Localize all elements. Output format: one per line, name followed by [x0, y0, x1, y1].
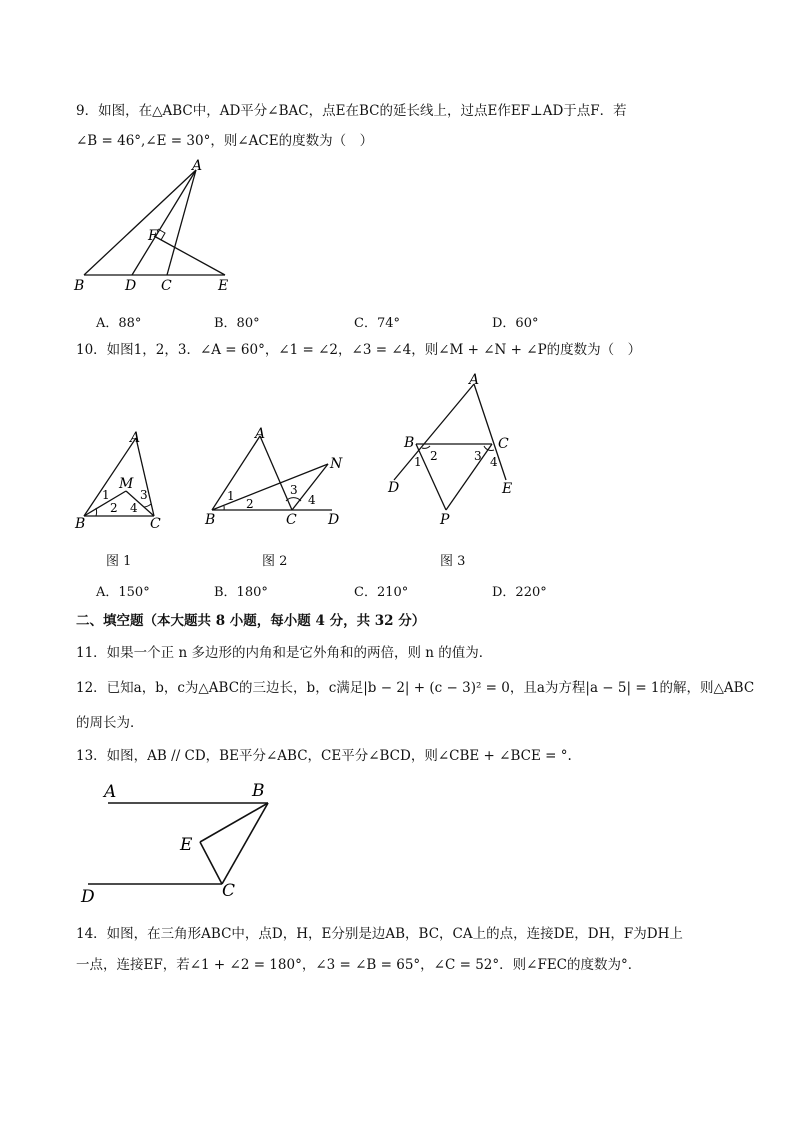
- q13-line1: 13．如图，AB // CD，BE平分∠ABC，CE平分∠BCD，则∠CBE + ∠BCE = °.: [76, 748, 572, 764]
- q10-figure-3: [384, 372, 534, 532]
- fig2-angle-4: 4: [308, 493, 316, 507]
- q10-option-b: B．180°: [214, 585, 268, 600]
- fig2-angle-3: 3: [290, 483, 298, 497]
- fig1-label-M: M: [119, 476, 134, 492]
- fig3-label-E: E: [502, 481, 513, 497]
- q10-option-a: A．150°: [96, 585, 150, 600]
- q9-option-a: A．88°: [96, 316, 142, 331]
- fig1-caption: 图 1: [106, 554, 132, 569]
- q13-label-E: E: [180, 835, 193, 855]
- fig3-angle-4: 4: [490, 455, 498, 469]
- q9-line2: ∠B = 46°,∠E = 30°，则∠ACE的度数为（ ）: [76, 133, 374, 149]
- q10-figure-2: [200, 424, 350, 534]
- fig3-label-C: C: [498, 436, 509, 452]
- fig3-label-D: D: [388, 480, 400, 496]
- q13-figure: [76, 778, 296, 908]
- q9-line1: 9．如图，在△ABC中，AD平分∠BAC，点E在BC的延长线上，过点E作EF⊥AD于点F．若: [76, 103, 627, 119]
- q14-line1: 14．如图，在三角形ABC中，点D，H，E分别是边AB，BC，CA上的点，连接DE，DH，F为DH上: [76, 926, 683, 942]
- fig1-angle-3: 3: [140, 488, 148, 502]
- fig1-angle-4: 4: [130, 501, 138, 515]
- fig3-label-B: B: [404, 435, 415, 451]
- q9-label-B: B: [74, 278, 85, 294]
- q10-option-c: C．210°: [354, 585, 409, 600]
- fig1-label-B: B: [75, 516, 86, 532]
- fig1-angle-2: 2: [110, 501, 118, 515]
- q13-label-D: D: [81, 887, 95, 907]
- q9-option-d: D．60°: [492, 316, 539, 331]
- fig2-label-B: B: [205, 512, 216, 528]
- fig1-label-C: C: [150, 516, 161, 532]
- q9-label-D: D: [125, 278, 137, 294]
- fig2-label-A: A: [255, 426, 266, 442]
- fig3-label-A: A: [469, 372, 480, 388]
- q12-line2: 的周长为．: [76, 715, 144, 731]
- q14-line2: 一点，连接EF，若∠1 + ∠2 = 180°，∠3 = ∠B = 65°，∠C = 52°．则∠FEC的度数为°．: [76, 957, 642, 973]
- section-2-heading: 二、填空题（本大题共 8 小题，每小题 4 分，共 32 分）: [76, 613, 426, 629]
- q13-label-A: A: [104, 782, 117, 802]
- q9-figure: [70, 160, 270, 300]
- q10-option-d: D．220°: [492, 585, 547, 600]
- fig2-label-N: N: [330, 456, 343, 472]
- q10-line1: 10．如图1，2，3．∠A = 60°，∠1 = ∠2，∠3 = ∠4，则∠M + ∠N + ∠P的度数为（ ）: [76, 342, 642, 358]
- fig2-angle-1: 1: [227, 489, 235, 503]
- q13-label-C: C: [222, 881, 236, 901]
- fig3-caption: 图 3: [440, 554, 466, 569]
- fig1-angle-1: 1: [102, 488, 110, 502]
- q9-label-C: C: [161, 278, 172, 294]
- q9-label-A: A: [192, 158, 203, 174]
- q12-line1: 12．已知a，b，c为△ABC的三边长，b，c满足|b − 2| + (c − 3)² = 0，且a为方程|a − 5| = 1的解，则△ABC: [76, 680, 755, 696]
- fig1-label-A: A: [130, 430, 141, 446]
- q9-option-b: B．80°: [214, 316, 260, 331]
- fig3-angle-2: 2: [430, 449, 438, 463]
- q11-line: 11．如果一个正 n 多边形的内角和是它外角和的两倍，则 n 的值为．: [76, 645, 493, 661]
- fig2-label-D: D: [328, 512, 340, 528]
- fig2-label-C: C: [286, 512, 297, 528]
- q9-label-E: E: [218, 278, 229, 294]
- q9-label-F: F: [148, 228, 158, 244]
- q10-figure-1: [74, 428, 174, 532]
- fig3-label-P: P: [440, 512, 450, 528]
- fig3-angle-1: 1: [414, 455, 422, 469]
- q9-option-c: C．74°: [354, 316, 400, 331]
- fig3-angle-3: 3: [474, 449, 482, 463]
- q13-label-B: B: [252, 781, 265, 801]
- fig2-caption: 图 2: [262, 554, 288, 569]
- fig2-angle-2: 2: [246, 497, 254, 511]
